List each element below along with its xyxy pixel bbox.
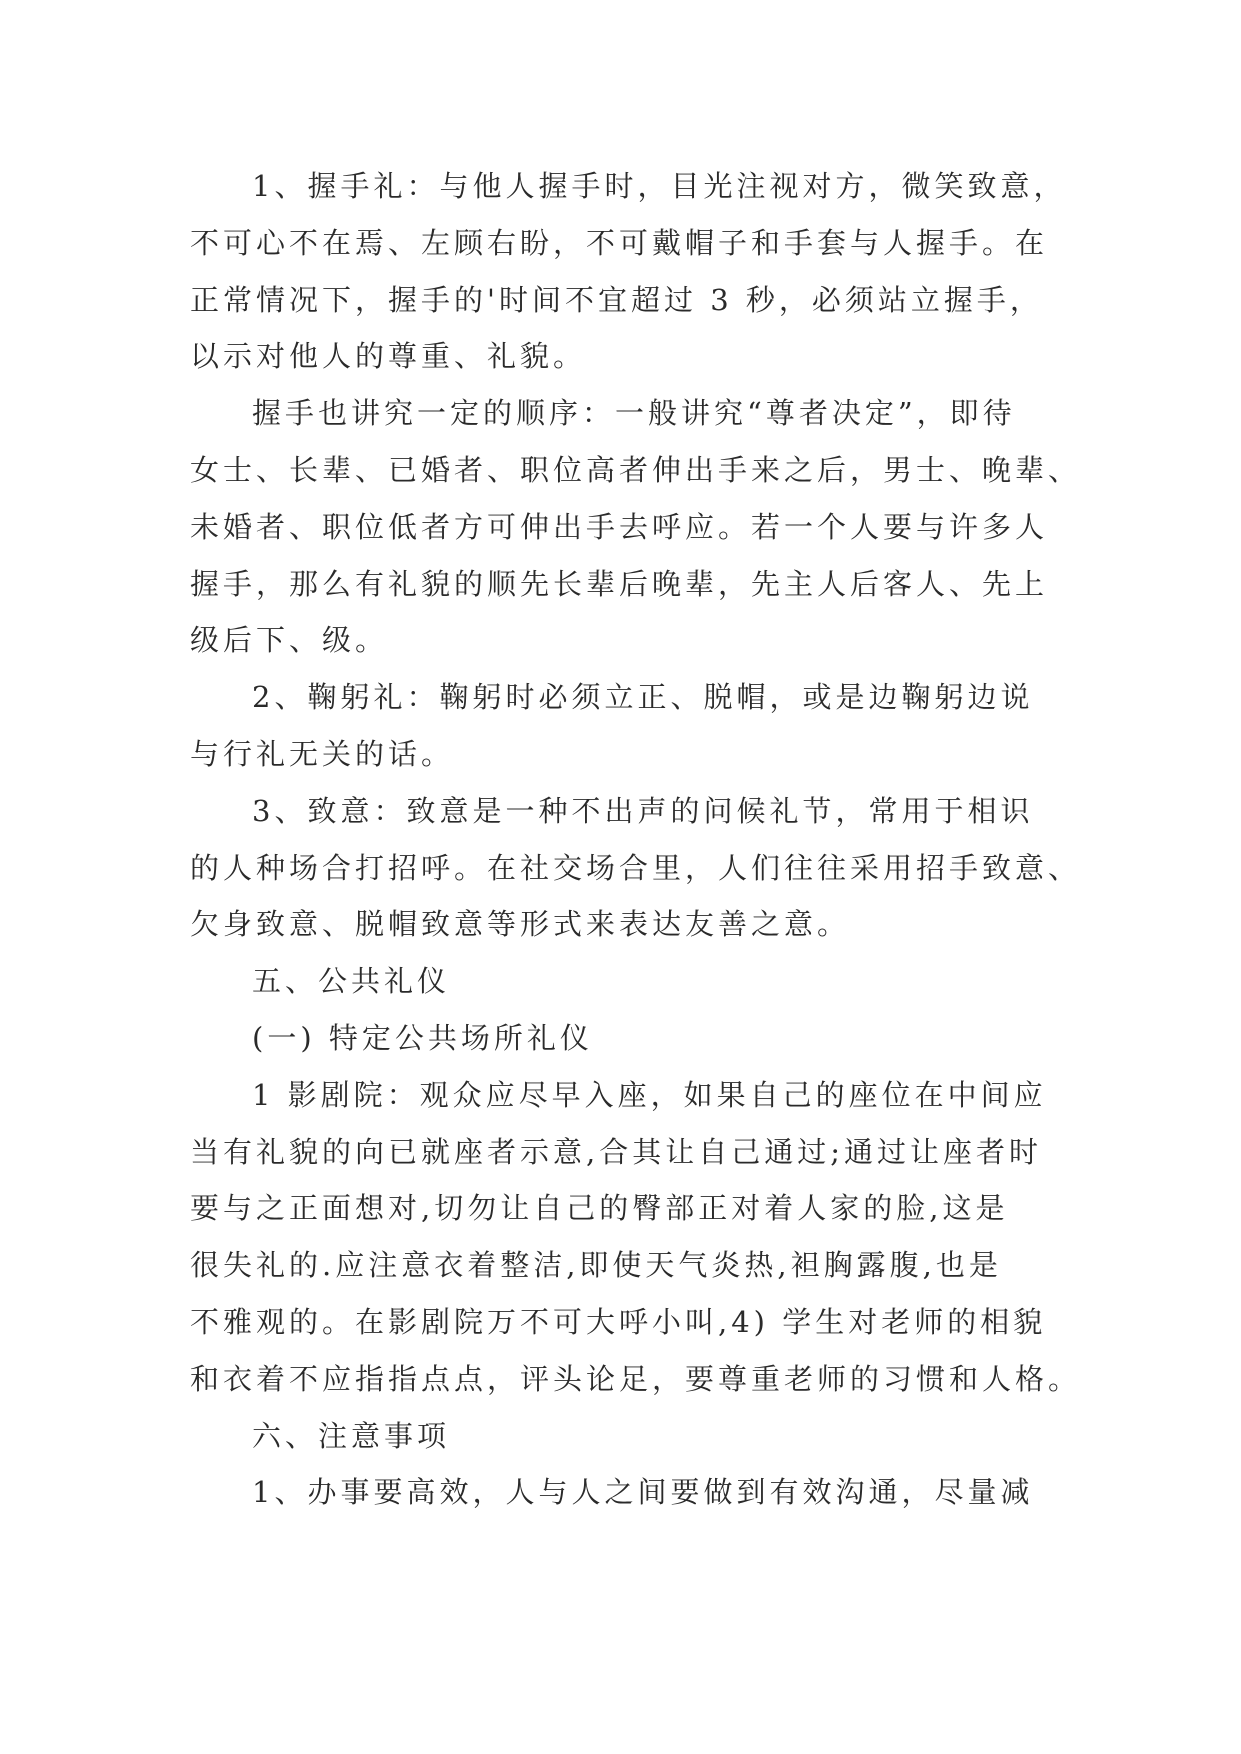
- text-line: 握手，那么有礼貌的顺先长辈后晚辈，先主人后客人、先上: [190, 566, 1049, 601]
- heading-line: 五、公共礼仪: [252, 964, 451, 999]
- text-line: 的人种场合打招呼。在社交场合里，人们往往采用招手致意、: [190, 850, 1082, 885]
- paragraph-greeting-rule: [190, 783, 1082, 953]
- document-body: [190, 158, 1082, 1521]
- text-line: 欠身致意、脱帽致意等形式来表达友善之意。: [190, 907, 851, 942]
- text-line: 很失礼的.应注意衣着整洁,即使天气炎热,袒胸露腹,也是: [190, 1248, 1002, 1283]
- text-line: 正常情况下，握手的'时间不宜超过 3 秒，必须站立握手，: [190, 282, 1043, 317]
- heading-line: 六、注意事项: [252, 1418, 451, 1453]
- text-line: 女士、长辈、已婚者、职位高者伸出手来之后，男士、晚辈、: [190, 452, 1082, 487]
- paragraph-efficiency-rule: [190, 1464, 1060, 1521]
- paragraph-bow-rule: [190, 669, 1060, 783]
- text-line: 1 影剧院：观众应尽早入座，如果自己的座位在中间应: [252, 1077, 1047, 1112]
- section-heading-public-etiquette: [190, 953, 1060, 1010]
- text-line: 级后下、级。: [190, 623, 389, 658]
- paragraph-theater-rule: [190, 1067, 1082, 1408]
- heading-line: (一) 特定公共场所礼仪: [252, 1020, 593, 1055]
- text-line: 不可心不在焉、左顾右盼，不可戴帽子和手套与人握手。在: [190, 225, 1049, 260]
- paragraph-handshake-order: [190, 385, 1082, 669]
- text-line: 以示对他人的尊重、礼貌。: [190, 339, 587, 374]
- text-line: 1、握手礼：与他人握手时，目光注视对方，微笑致意，: [252, 169, 1067, 203]
- text-line: 1、办事要高效，人与人之间要做到有效沟通，尽量减: [252, 1475, 1034, 1510]
- text-line: 未婚者、职位低者方可伸出手去呼应。若一个人要与许多人: [190, 509, 1049, 544]
- section-heading-notes: [190, 1408, 1060, 1465]
- text-line: 3、致意：致意是一种不出声的问候礼节，常用于相识: [252, 793, 1034, 828]
- subsection-heading-public-places: [190, 1010, 1060, 1067]
- text-line: 与行礼无关的话。: [190, 736, 455, 771]
- text-line: 当有礼貌的向已就座者示意,合其让自己通过;通过让座者时: [190, 1134, 1042, 1169]
- text-line: 握手也讲究一定的顺序：一般讲究“尊者决定”，即待: [252, 396, 1016, 431]
- text-line: 要与之正面想对,切勿让自己的臀部正对着人家的脸,这是: [190, 1191, 1009, 1226]
- paragraph-handshake-rule: [190, 158, 1067, 385]
- text-line: 不雅观的。在影剧院万不可大呼小叫,4) 学生对老师的相貌: [190, 1304, 1047, 1339]
- text-line: 2、鞠躬礼：鞠躬时必须立正、脱帽，或是边鞠躬边说: [252, 680, 1034, 715]
- text-line: 和衣着不应指指点点，评头论足，要尊重老师的习惯和人格。: [190, 1361, 1082, 1396]
